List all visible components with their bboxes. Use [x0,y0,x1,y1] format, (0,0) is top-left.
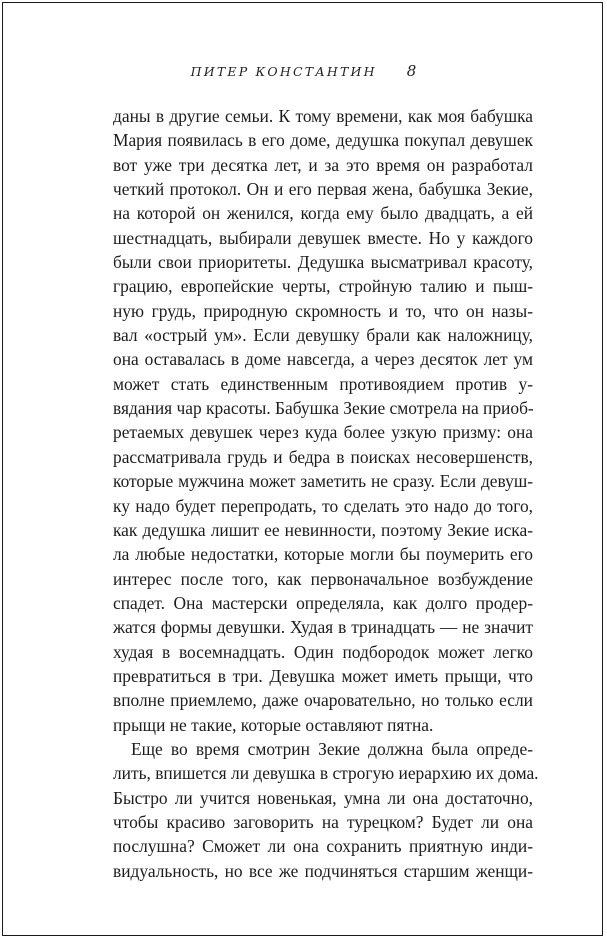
text-line: были свои приоритеты. Дедушка высматривал красоту, [113,252,533,273]
text-line: Еще во время смотрин Зекие должна была опреде- [131,738,533,759]
text-line: ку надо будет перепродать, то сделать это надо до того, [113,495,533,516]
paragraph-1 [113,104,533,737]
running-header [0,62,607,80]
text-line: ла любые недостатки, которые могли бы поумерить его [113,544,533,565]
text-line: вот уже три десятка лет, и за это время он разработал [113,154,533,175]
header-author: ПИТЕР КОНСТАНТИН [190,64,377,79]
body-text [113,104,539,883]
text-line: как дедушка лишит ее невинности, поэтому Зекие иска- [113,519,533,540]
text-line: она оставалась в доме навсегда, а через десяток лет ум [113,349,533,370]
text-line: лить, впишется ли девушка в строгую иерархию их дома. [113,763,539,784]
text-line: вполне приемлемо, даже очаровательно, но только если [113,690,533,711]
text-line: четкий протокол. Он и его первая жена, бабушка Зекие, [113,179,533,200]
text-line: рассматривала грудь и бедра в поисках несовершенств, [113,446,533,467]
text-line: интерес после того, как первоначальное возбуждение [113,568,533,589]
text-line: может стать единственным противоядием против у- [113,373,533,394]
text-line: даны в другие семьи. К тому времени, как моя бабушка [113,106,533,126]
page-number: 8 [406,62,417,80]
text-line: вядания чар красоты. Бабушка Зекие смотрела на приоб- [113,398,534,419]
text-line: Быстро ли учится новенькая, умна ли она достаточно, [113,787,533,808]
text-line: превратиться в три. Девушка может иметь прыщи, что [113,665,533,686]
text-line: грацию, европейские черты, стройную талию и пыш- [113,276,533,297]
text-line: на которой он женился, когда ему было двадцать, а ей [113,203,533,224]
text-line: ретаемых девушек через куда более узкую призму: она [113,422,533,443]
text-line: которые мужчина может заметить не сразу. Если девуш- [113,471,533,492]
text-line: спадет. Она мастерски определяла, как долго продер- [113,592,533,613]
text-line: видуальность, но все же подчиняться старшим женщи- [113,860,533,881]
text-line: Мария появилась в его доме, дедушка покупал девушек [113,130,533,151]
text-line: чтобы красиво заговорить на турецком? Будет ли она [113,811,533,832]
text-line: ную грудь, природную скромность и то, что он назы- [113,300,533,321]
text-line: худая в восемнадцать. Один подбородок может легко [113,641,533,662]
text-line: прыщи не такие, которые оставляют пятна. [113,714,434,735]
text-line: жатся формы девушки. Худая в тринадцать — не значит [113,617,533,638]
text-line: шестнадцать, выбирали девушек вместе. Но у каждого [113,227,533,248]
paragraph-2 [113,737,539,883]
text-line: вал «острый ум». Если девушку брали как наложницу, [113,325,533,346]
text-line: послушна? Сможет ли она сохранить приятную инди- [113,836,533,857]
